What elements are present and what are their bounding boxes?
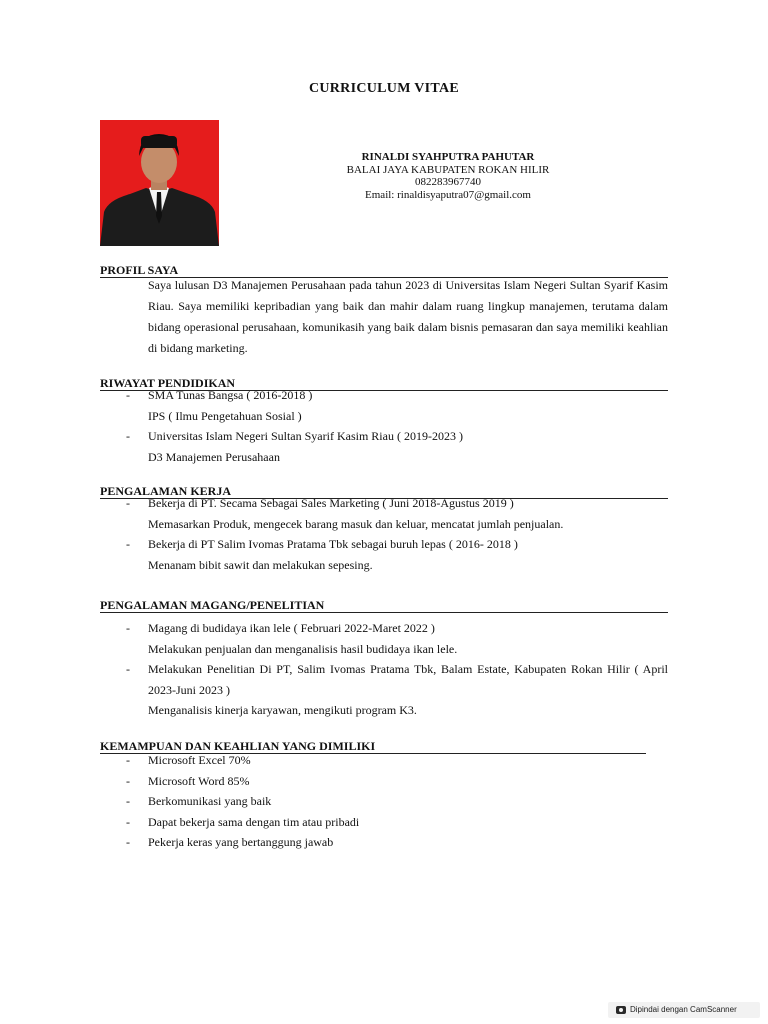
education-title: Universitas Islam Negeri Sultan Syarif Kasim Riau ( 2019-2023 ): [148, 429, 463, 443]
education-title: SMA Tunas Bangsa ( 2016-2018 ): [148, 388, 313, 402]
section-heading-education: RIWAYAT PENDIDIKAN: [100, 377, 668, 391]
list-item: [100, 750, 646, 771]
internship-title: Melakukan Penelitian Di PT, Salim Ivomas Pratama Tbk, Balam Estate, Kabupaten Rokan Hilir ( April 2023-Juni 2023 ): [148, 662, 668, 697]
work-title: Bekerja di PT. Secama Sebagai Sales Marketing ( Juni 2018-Agustus 2019 ): [148, 496, 514, 510]
internship-detail: Melakukan penjualan dan menganalisis hasil budidaya ikan lele.: [148, 641, 458, 656]
camscanner-icon: [616, 1006, 626, 1014]
profile-photo: [100, 120, 219, 246]
bullet-dash: -: [126, 814, 130, 829]
internship-detail: Menganalisis kinerja karyawan, mengikuti program K3.: [148, 703, 417, 717]
list-item: [100, 618, 668, 659]
list-item: [100, 771, 646, 792]
section-education: [100, 377, 668, 467]
email: Email: rinaldisyaputra07@gmail.com: [365, 188, 531, 201]
skill-text: Berkomunikasi yang baik: [148, 794, 272, 808]
bullet-dash: -: [126, 388, 130, 402]
list-item: [100, 493, 668, 534]
watermark-text: Dipindai dengan CamScanner: [630, 1005, 737, 1014]
bullet-dash: -: [126, 773, 130, 788]
section-profile: [100, 264, 668, 359]
bullet-dash: -: [126, 537, 130, 551]
list-item: [100, 791, 646, 812]
section-skills: [100, 740, 646, 853]
contact-block: [300, 151, 596, 201]
list-item: [100, 534, 668, 575]
phone-number: 082283967740: [415, 176, 481, 188]
person-photo-icon: [100, 120, 219, 246]
work-detail: Menanam bibit sawit dan melakukan sepesing.: [148, 557, 373, 572]
skill-text: Microsoft Word 85%: [148, 773, 250, 788]
bullet-dash: -: [126, 429, 130, 443]
bullet-dash: -: [126, 662, 130, 676]
full-name: RINALDI SYAHPUTRA PAHUTAR: [361, 151, 535, 163]
list-item: [100, 385, 668, 426]
list-item: [100, 659, 668, 721]
document-title: CURRICULUM VITAE: [308, 81, 460, 96]
section-heading-profile: PROFIL SAYA: [100, 264, 668, 278]
education-detail: D3 Manajemen Perusahaan: [148, 449, 280, 464]
internship-title: Magang di budidaya ikan lele ( Februari 2022-Maret 2022 ): [148, 621, 435, 635]
skill-text: Microsoft Excel 70%: [148, 753, 251, 767]
bullet-dash: -: [126, 794, 130, 808]
skill-text: Pekerja keras yang bertanggung jawab: [148, 835, 334, 849]
section-work: [100, 485, 668, 575]
section-heading-work: PENGALAMAN KERJA: [100, 485, 668, 499]
list-item: [100, 426, 668, 467]
section-heading-skills: KEMAMPUAN DAN KEAHLIAN YANG DIMILIKI: [100, 740, 646, 754]
section-internship: [100, 599, 668, 721]
education-detail: IPS ( Ilmu Pengetahuan Sosial ): [148, 408, 302, 423]
list-item: [100, 832, 646, 853]
skill-text: Dapat bekerja sama dengan tim atau pribadi: [148, 814, 360, 829]
bullet-dash: -: [126, 496, 130, 510]
address: BALAI JAYA KABUPATEN ROKAN HILIR: [346, 163, 550, 176]
bullet-dash: -: [126, 753, 130, 767]
profile-text: Saya lulusan D3 Manajemen Perusahaan pada tahun 2023 di Universitas Islam Negeri Sultan Syarif Kasim Riau. Saya memiliki kepribadian yang baik dan mahir dalam ruang lingkup manajemen, terutama dalam bidang operasional perusahaan, komunikasih yang baik dalam bisnis pemasaran dan saya memiliki keahlian di bidang marketing.: [148, 278, 668, 355]
scanner-watermark: [608, 1002, 760, 1018]
section-heading-internship: PENGALAMAN MAGANG/PENELITIAN: [100, 599, 668, 613]
bullet-dash: -: [126, 621, 130, 635]
list-item: [100, 812, 646, 833]
bullet-dash: -: [126, 835, 130, 849]
work-detail: Memasarkan Produk, mengecek barang masuk dan keluar, mencatat jumlah penjualan.: [148, 516, 564, 531]
work-title: Bekerja di PT Salim Ivomas Pratama Tbk sebagai buruh lepas ( 2016- 2018 ): [148, 537, 518, 551]
